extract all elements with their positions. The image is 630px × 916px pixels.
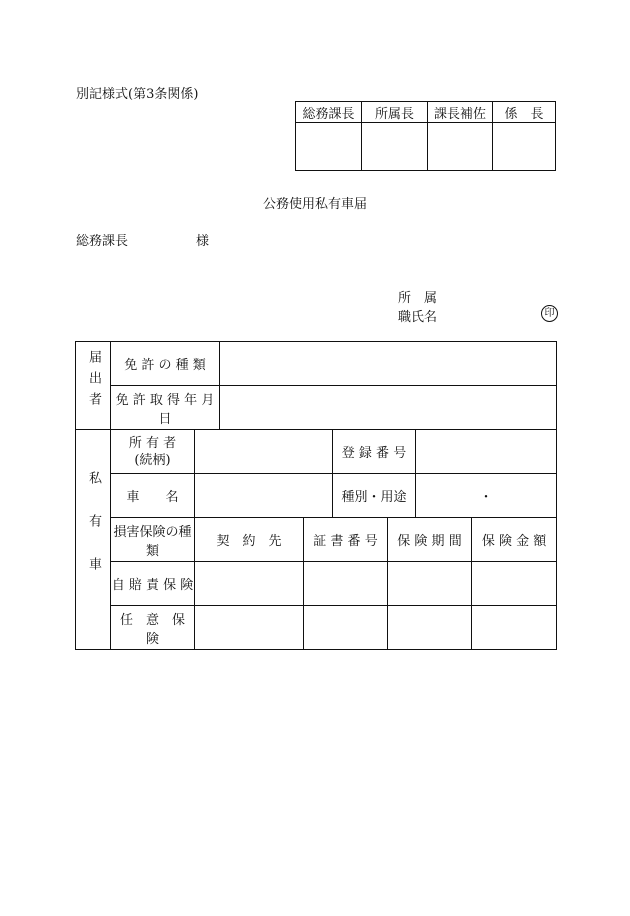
type-use-label: 種別・用途	[333, 474, 416, 518]
voluntary-cert-field[interactable]	[304, 606, 388, 650]
approval-header: 総務課長	[296, 102, 362, 123]
contract-header: 契 約 先	[195, 518, 304, 562]
compulsory-ins-label: 自 賠 責 保 険	[111, 562, 195, 606]
cert-no-header: 証 書 番 号	[304, 518, 388, 562]
compulsory-period-field[interactable]	[388, 562, 472, 606]
reg-no-label: 登 録 番 号	[333, 430, 416, 474]
car-name-label: 車 名	[111, 474, 195, 518]
approval-stamp-cell[interactable]	[362, 123, 428, 171]
addressee-name: 総務課長	[76, 234, 129, 249]
approval-header: 課長補佐	[428, 102, 493, 123]
section-notifier-label: 届出者	[86, 350, 101, 413]
approval-stamp-cell[interactable]	[493, 123, 556, 171]
addressee-suffix: 様	[196, 234, 210, 249]
voluntary-period-field[interactable]	[388, 606, 472, 650]
document-title: 公務使用私有車届	[262, 197, 367, 212]
approval-stamp-cell[interactable]	[296, 123, 362, 171]
approval-header: 所属長	[362, 102, 428, 123]
registration-table	[75, 341, 557, 650]
ins-type-header: 損害保険の種類	[111, 518, 195, 562]
affiliation-label: 所 属	[398, 291, 438, 306]
section-car-label: 私有車	[86, 471, 101, 600]
type-use-field[interactable]: ・	[416, 474, 557, 518]
approval-stamp-table	[295, 101, 556, 171]
ins-amount-header: 保 険 金 額	[472, 518, 557, 562]
license-date-field[interactable]	[220, 386, 557, 430]
reg-no-field[interactable]	[416, 430, 557, 474]
approval-stamp-cell[interactable]	[428, 123, 493, 171]
approval-header: 係 長	[493, 102, 556, 123]
seal-mark-icon: 印	[541, 305, 558, 322]
owner-field[interactable]	[195, 430, 333, 474]
voluntary-ins-label: 任 意 保 険	[111, 606, 195, 650]
form-label: 別記様式(第3条関係)	[76, 87, 199, 102]
voluntary-amount-field[interactable]	[472, 606, 557, 650]
ins-period-header: 保 険 期 間	[388, 518, 472, 562]
license-date-label: 免 許 取 得 年 月 日	[111, 386, 220, 430]
car-name-field[interactable]	[195, 474, 333, 518]
section-notifier	[76, 342, 111, 430]
section-car	[76, 430, 111, 650]
license-type-field[interactable]	[220, 342, 557, 386]
license-type-label: 免 許 の 種 類	[111, 342, 220, 386]
compulsory-contract-field[interactable]	[195, 562, 304, 606]
compulsory-cert-field[interactable]	[304, 562, 388, 606]
voluntary-contract-field[interactable]	[195, 606, 304, 650]
staff-name-label: 職氏名	[398, 310, 438, 325]
compulsory-amount-field[interactable]	[472, 562, 557, 606]
owner-label: 所 有 者 (続柄)	[111, 430, 195, 474]
